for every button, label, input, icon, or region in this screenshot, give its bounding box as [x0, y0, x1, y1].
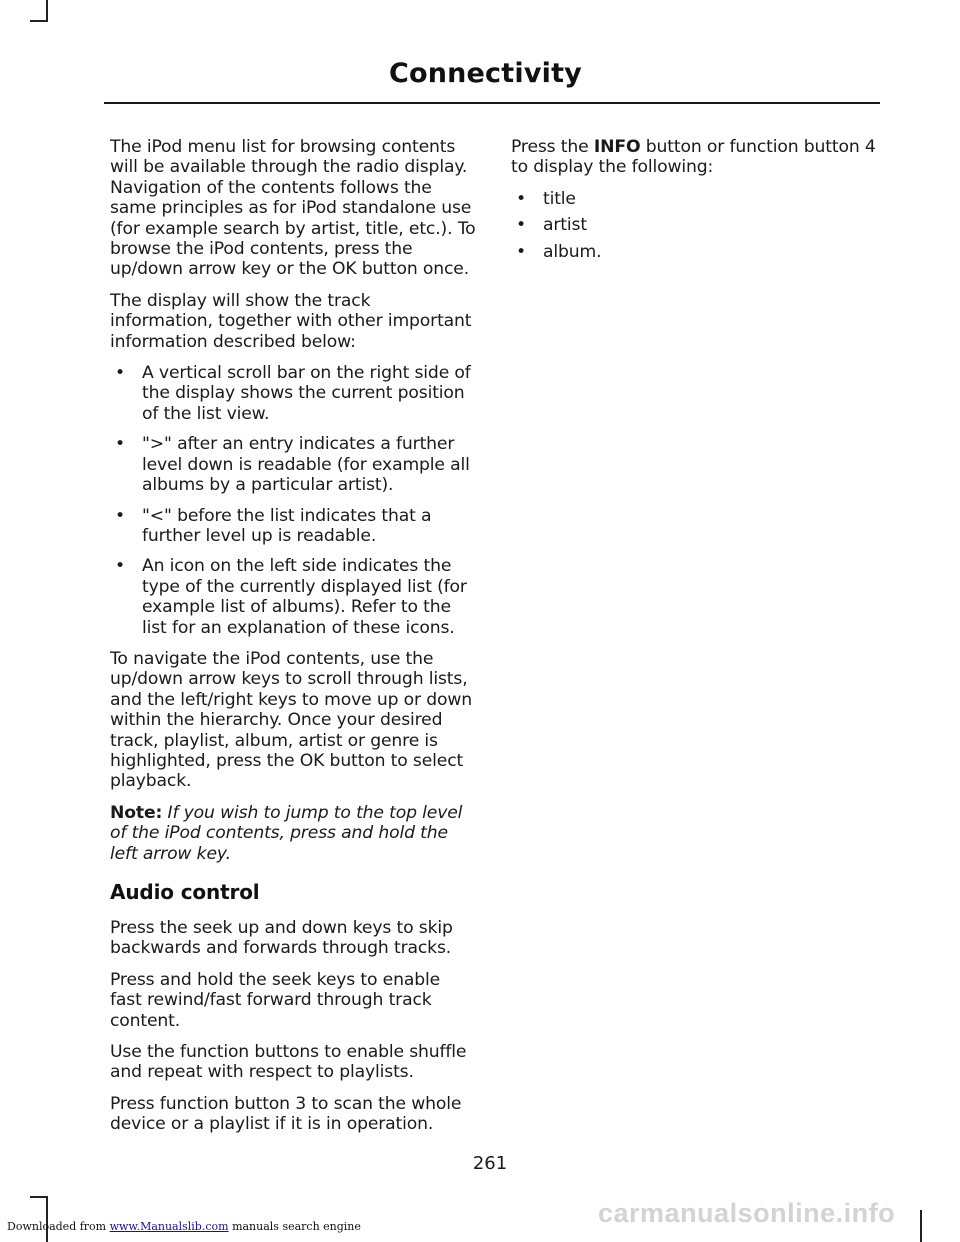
left-column [110, 137, 476, 1146]
note-text: If you wish to jump to the top level of the iPod contents, press and hold the left arrow key. [110, 802, 463, 864]
info-button-label: INFO [593, 137, 641, 157]
bullet-marker: • [516, 241, 526, 262]
watermark-text: carmanualsonline.info [598, 1198, 896, 1228]
right-column [511, 137, 883, 273]
crop-mark-top-left-horizontal [30, 20, 48, 22]
crop-mark-bottom-right-vertical [920, 1210, 922, 1242]
list-item: • album. [516, 241, 602, 262]
bullet-marker: • [115, 505, 125, 526]
paragraph-shuffle-repeat: Use the function buttons to enable shuffle and repeat with respect to playlists. [110, 1042, 467, 1083]
display-info-list [110, 363, 476, 638]
info-display-list [511, 189, 883, 262]
paragraph-seek: Press the seek up and down keys to skip backwards and forwards through tracks. [110, 918, 453, 959]
list-item: • "<" before the list indicates that a further level up is readable. [115, 505, 432, 546]
paragraph-scan: Press function button 3 to scan the whole device or a playlist if it is in operation. [110, 1093, 462, 1135]
bullet-marker: • [115, 434, 125, 455]
bullet-marker: • [516, 215, 526, 236]
bullet-marker: • [516, 188, 526, 209]
manualslib-link[interactable]: www.Manualslib.com [109, 1220, 229, 1233]
list-item: • title [516, 188, 576, 209]
crop-mark-bottom-left-vertical [46, 1196, 48, 1242]
download-footer: Downloaded from www.Manualslib.com manuals search engine [7, 1220, 361, 1233]
crop-mark-bottom-left-horizontal [30, 1196, 48, 1198]
note [110, 803, 476, 864]
paragraph-info-button: Press the INFO button or function button 4 to display the following: [511, 137, 876, 178]
page-number: 261 [472, 1153, 508, 1174]
list-item: • A vertical scroll bar on the right side of the display shows the current position of the list view. [115, 363, 471, 424]
paragraph-navigation: To navigate the iPod contents, use the up/down arrow keys to scroll through lists, and the left/right keys to move up or down within the hierarchy. Once your desired track, playlist, album, artist or genre is highlighted, press the OK button to select playback. [110, 648, 473, 792]
paragraph-seek-hold: Press and hold the seek keys to enable fast rewind/fast forward through track content. [110, 969, 441, 1031]
paragraph-display-info: The display will show the track information, together with other important information described below: [110, 290, 472, 352]
crop-mark-top-left-vertical [46, 0, 48, 20]
list-item: • artist [516, 215, 587, 236]
list-item: • An icon on the left side indicates the type of the currently displayed list (for example list of albums). Refer to the list for an explanation of these icons. [115, 556, 467, 638]
section-heading-audio-control: Audio control [110, 880, 260, 904]
paragraph-ipod-menu: The iPod menu list for browsing contents will be available through the radio display. Navigation of the contents follows the same principles as for iPod standalone use (for example search by artist, title, etc.). To browse the iPod contents, press the up/down arrow key or the OK button once. [110, 137, 476, 280]
page-header-title: Connectivity [388, 58, 582, 89]
note-label: Note: [110, 802, 163, 823]
list-item: • ">" after an entry indicates a further level down is readable (for example all albums by a particular artist). [115, 434, 470, 496]
header-divider [104, 102, 880, 104]
bullet-marker: • [115, 363, 125, 384]
bullet-marker: • [115, 556, 125, 577]
